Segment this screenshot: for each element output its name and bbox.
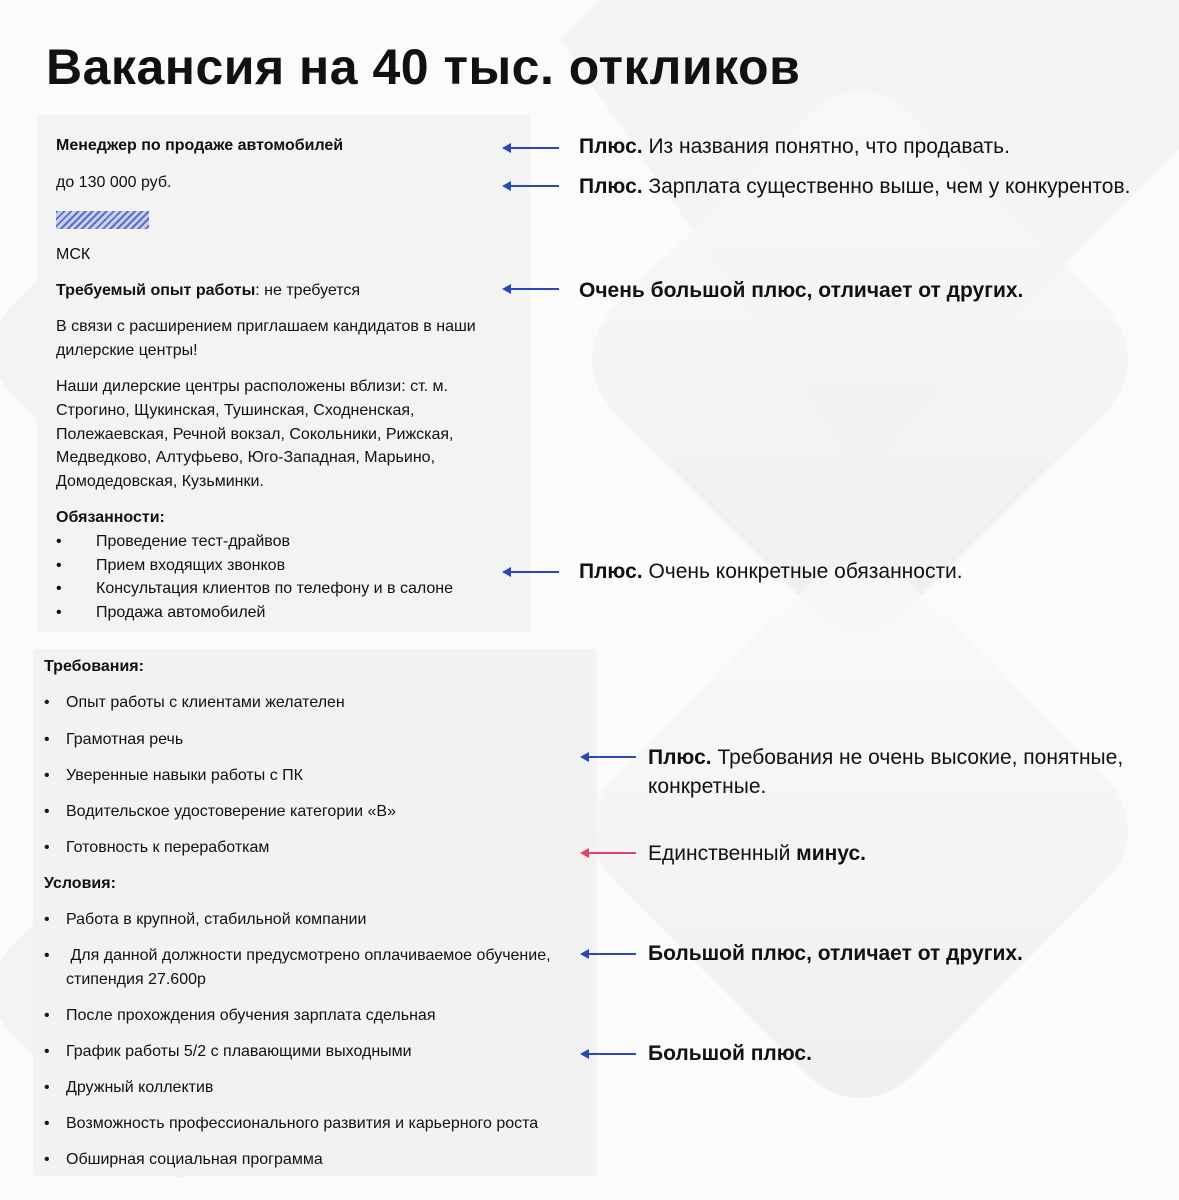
redacted-block: [56, 211, 149, 229]
condition-item: График работы 5/2 с плавающими выходными: [66, 1043, 412, 1060]
bullet: •: [44, 731, 50, 748]
arrow-left-icon: [580, 949, 636, 959]
note-training-plus: Большой плюс, отличает от других.: [648, 942, 1023, 965]
note-text: Очень конкретные обязанности.: [642, 560, 963, 583]
location-line: Медведково, Алтуфьево, Юго-Западная, Марьино,: [56, 449, 436, 466]
note-text: Из названия понятно, что продавать.: [642, 135, 1010, 158]
note-requirements-plus-line2: конкретные.: [648, 775, 767, 798]
duty-item: Консультация клиентов по телефону и в салоне: [96, 580, 454, 597]
page-title: Вакансия на 40 тыс. откликов: [46, 39, 801, 95]
condition-item: Возможность профессионального развития и карьерного роста: [66, 1115, 539, 1132]
arrow-left-icon: [502, 284, 559, 294]
bullet: •: [44, 767, 50, 784]
requirement-item: Грамотная речь: [66, 731, 184, 748]
duty-item: Проведение тест-драйвов: [96, 533, 291, 550]
location-line: Строгино, Щукинская, Тушинская, Сходненская,: [56, 402, 415, 419]
note-text: Зарплата существенно выше, чем у конкурентов.: [642, 175, 1131, 198]
condition-item: Обширная социальная программа: [66, 1151, 323, 1168]
experience: [56, 279, 360, 303]
bullet: •: [44, 911, 50, 928]
note-bold: Плюс.: [579, 560, 643, 583]
conditions-heading: Условия:: [44, 875, 116, 892]
bullet: •: [44, 1151, 50, 1168]
condition-item: Для данной должности предусмотрено оплачиваемое обучение,: [66, 947, 551, 964]
note-salary-plus: [579, 172, 1130, 202]
note-bold: Плюс.: [648, 746, 712, 769]
condition-item-continuation: стипендия 27.600р: [66, 971, 206, 988]
arrow-left-icon: [502, 143, 559, 153]
requirement-item: Готовность к переработкам: [66, 839, 270, 856]
bullet: •: [44, 947, 50, 964]
experience-label: Требуемый опыт работы: [56, 282, 256, 299]
bullet: •: [44, 694, 50, 711]
requirement-item: Уверенные навыки работы с ПК: [66, 767, 303, 784]
intro-line: дилерские центры!: [56, 342, 198, 359]
requirement-item: Опыт работы с клиентами желателен: [66, 694, 345, 711]
location-line: Наши дилерские центры расположены вблизи: ст. м.: [56, 378, 448, 395]
arrow-left-minus-icon: [580, 848, 636, 858]
location-line: Полежаевская, Речной вокзал, Сокольники, Рижская,: [56, 426, 454, 443]
note-schedule-plus: Большой плюс.: [648, 1042, 812, 1065]
bullet: •: [44, 1043, 50, 1060]
bullet: •: [44, 1007, 50, 1024]
condition-item: Работа в крупной, стабильной компании: [66, 911, 367, 928]
experience-value: : не требуется: [255, 282, 361, 299]
note-bold: Плюс.: [579, 135, 643, 158]
city: МСК: [56, 246, 91, 263]
intro-line: В связи с расширением приглашаем кандидатов в наши: [56, 318, 476, 335]
bullet: •: [56, 580, 62, 597]
bullet: •: [44, 839, 50, 856]
note-bold: Плюс.: [579, 175, 643, 198]
location-line: Домодедовская, Кузьминки.: [56, 473, 264, 490]
condition-item: Дружный коллектив: [66, 1079, 214, 1096]
requirements-heading: Требования:: [44, 658, 144, 675]
note-requirements-plus: [648, 743, 1123, 773]
bullet: •: [44, 803, 50, 820]
condition-item: После прохождения обучения зарплата сдельная: [66, 1007, 436, 1024]
note-bold: минус.: [796, 842, 866, 865]
arrow-left-icon: [580, 1049, 636, 1059]
salary: до 130 000 руб.: [56, 174, 172, 191]
bullet: •: [56, 604, 62, 621]
bullet: •: [56, 533, 62, 550]
duty-item: Продажа автомобилей: [96, 604, 266, 621]
arrow-left-icon: [502, 181, 559, 191]
arrow-left-icon: [580, 752, 636, 762]
note-text: Требования не очень высокие, понятные,: [711, 746, 1124, 769]
duty-item: Прием входящих звонков: [96, 557, 286, 574]
note-text: Единственный: [648, 842, 797, 865]
job-title: Менеджер по продаже автомобилей: [56, 137, 344, 154]
note-experience-plus: Очень большой плюс, отличает от других.: [579, 279, 1024, 302]
bullet: •: [44, 1115, 50, 1132]
note-title-plus: [579, 132, 1010, 162]
bullet: •: [44, 1079, 50, 1096]
bullet: •: [56, 557, 62, 574]
note-overtime-minus: [648, 839, 866, 869]
arrow-left-icon: [502, 567, 559, 577]
note-duties-plus: [579, 557, 963, 587]
duties-heading: Обязанности:: [56, 509, 165, 526]
requirement-item: Водительское удостоверение категории «В»: [66, 803, 396, 820]
